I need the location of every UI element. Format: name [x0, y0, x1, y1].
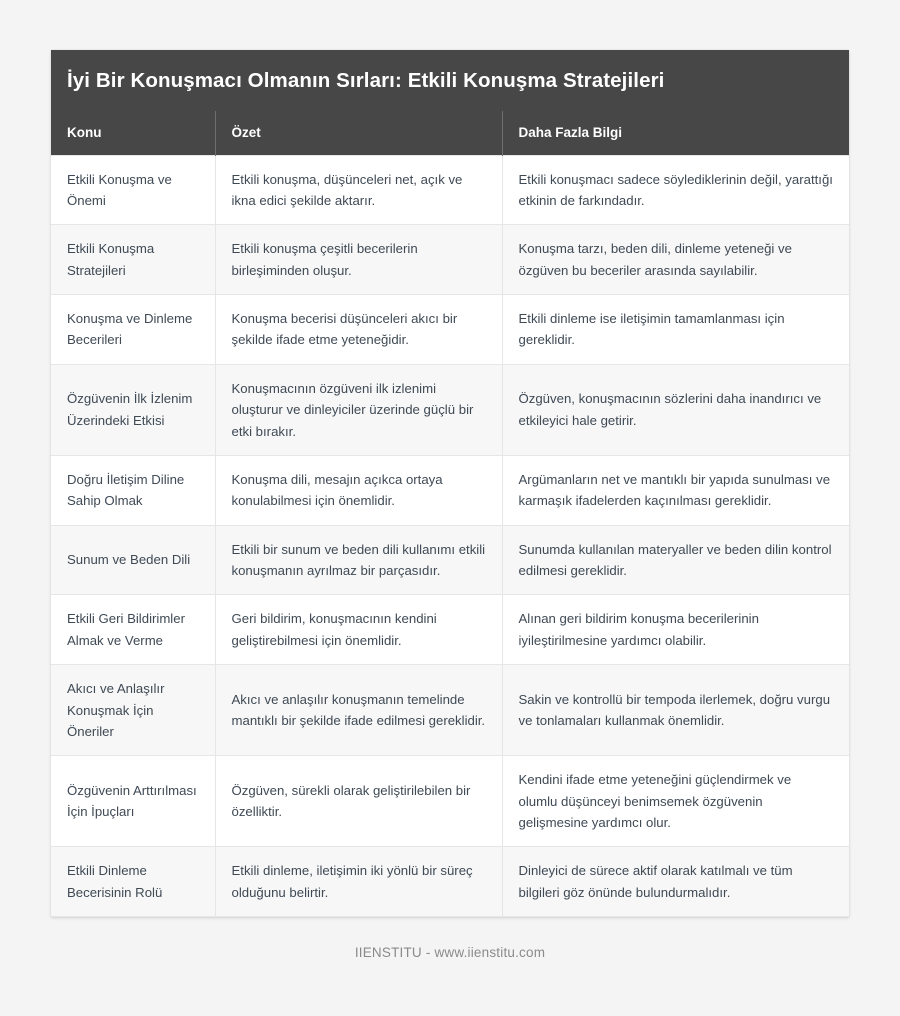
cell-ozet: Etkili konuşma, düşünceleri net, açık ve ikna edici şekilde aktarır. — [215, 155, 502, 225]
table-row — [51, 295, 849, 365]
cell-daha-fazla-bilgi: Dinleyici de sürece aktif olarak katılmalı ve tüm bilgileri göz önünde bulundurmalıdır. — [502, 847, 849, 917]
table-row — [51, 225, 849, 295]
cell-konu: Etkili Konuşma ve Önemi — [51, 155, 215, 225]
cell-daha-fazla-bilgi: Etkili konuşmacı sadece söylediklerinin değil, yarattığı etkinin de farkındadır. — [502, 155, 849, 225]
cell-daha-fazla-bilgi: Özgüven, konuşmacının sözlerini daha inandırıcı ve etkileyici hale getirir. — [502, 364, 849, 455]
cell-konu: Özgüvenin İlk İzlenim Üzerindeki Etkisi — [51, 364, 215, 455]
cell-ozet: Etkili bir sunum ve beden dili kullanımı etkili konuşmanın ayrılmaz bir parçasıdır. — [215, 525, 502, 595]
cell-daha-fazla-bilgi: Sunumda kullanılan materyaller ve beden dilin kontrol edilmesi gereklidir. — [502, 525, 849, 595]
page-title: İyi Bir Konuşmacı Olmanın Sırları: Etkili Konuşma Stratejileri — [51, 50, 849, 111]
table-header — [51, 111, 849, 155]
cell-ozet: Etkili dinleme, iletişimin iki yönlü bir süreç olduğunu belirtir. — [215, 847, 502, 917]
cell-konu: Etkili Dinleme Becerisinin Rolü — [51, 847, 215, 917]
table-row — [51, 364, 849, 455]
info-table-card — [51, 50, 849, 917]
table-row — [51, 756, 849, 847]
cell-ozet: Geri bildirim, konuşmacının kendini geliştirebilmesi için önemlidir. — [215, 595, 502, 665]
column-header-konu: Konu — [51, 111, 215, 155]
cell-konu: Akıcı ve Anlaşılır Konuşmak İçin Öneriler — [51, 665, 215, 756]
cell-konu: Sunum ve Beden Dili — [51, 525, 215, 595]
table-row — [51, 525, 849, 595]
cell-daha-fazla-bilgi: Etkili dinleme ise iletişimin tamamlanması için gereklidir. — [502, 295, 849, 365]
cell-ozet: Akıcı ve anlaşılır konuşmanın temelinde mantıklı bir şekilde ifade edilmesi gereklidir. — [215, 665, 502, 756]
column-header-ozet: Özet — [215, 111, 502, 155]
cell-ozet: Konuşmacının özgüveni ilk izlenimi oluşturur ve dinleyiciler üzerinde güçlü bir etki bırakır. — [215, 364, 502, 455]
cell-ozet: Konuşma dili, mesajın açıkca ortaya konulabilmesi için önemlidir. — [215, 455, 502, 525]
table-row — [51, 847, 849, 917]
cell-konu: Etkili Geri Bildirimler Almak ve Verme — [51, 595, 215, 665]
cell-daha-fazla-bilgi: Alınan geri bildirim konuşma becerilerinin iyileştirilmesine yardımcı olabilir. — [502, 595, 849, 665]
cell-daha-fazla-bilgi: Sakin ve kontrollü bir tempoda ilerlemek, doğru vurgu ve tonlamaları kullanmak önemlidir. — [502, 665, 849, 756]
cell-daha-fazla-bilgi: Kendini ifade etme yeteneğini güçlendirmek ve olumlu düşünceyi benimsemek özgüvenin gelişmesine yardımcı olur. — [502, 756, 849, 847]
cell-ozet: Özgüven, sürekli olarak geliştirilebilen bir özelliktir. — [215, 756, 502, 847]
table-row — [51, 155, 849, 225]
table-row — [51, 455, 849, 525]
table-header-row — [51, 111, 849, 155]
footer-attribution: IIENSTITU - www.iienstitu.com — [354, 945, 546, 960]
info-table — [51, 111, 849, 917]
column-header-daha-fazla-bilgi: Daha Fazla Bilgi — [502, 111, 849, 155]
table-body — [51, 155, 849, 917]
cell-ozet: Konuşma becerisi düşünceleri akıcı bir şekilde ifade etme yeteneğidir. — [215, 295, 502, 365]
table-row — [51, 665, 849, 756]
cell-konu: Konuşma ve Dinleme Becerileri — [51, 295, 215, 365]
cell-konu: Doğru İletişim Diline Sahip Olmak — [51, 455, 215, 525]
cell-daha-fazla-bilgi: Konuşma tarzı, beden dili, dinleme yeteneği ve özgüven bu beceriler arasında sayılabilir. — [502, 225, 849, 295]
table-row — [51, 595, 849, 665]
cell-ozet: Etkili konuşma çeşitli becerilerin birleşiminden oluşur. — [215, 225, 502, 295]
cell-konu: Etkili Konuşma Stratejileri — [51, 225, 215, 295]
cell-daha-fazla-bilgi: Argümanların net ve mantıklı bir yapıda sunulması ve karmaşık ifadelerden kaçınılması gereklidir. — [502, 455, 849, 525]
cell-konu: Özgüvenin Arttırılması İçin İpuçları — [51, 756, 215, 847]
